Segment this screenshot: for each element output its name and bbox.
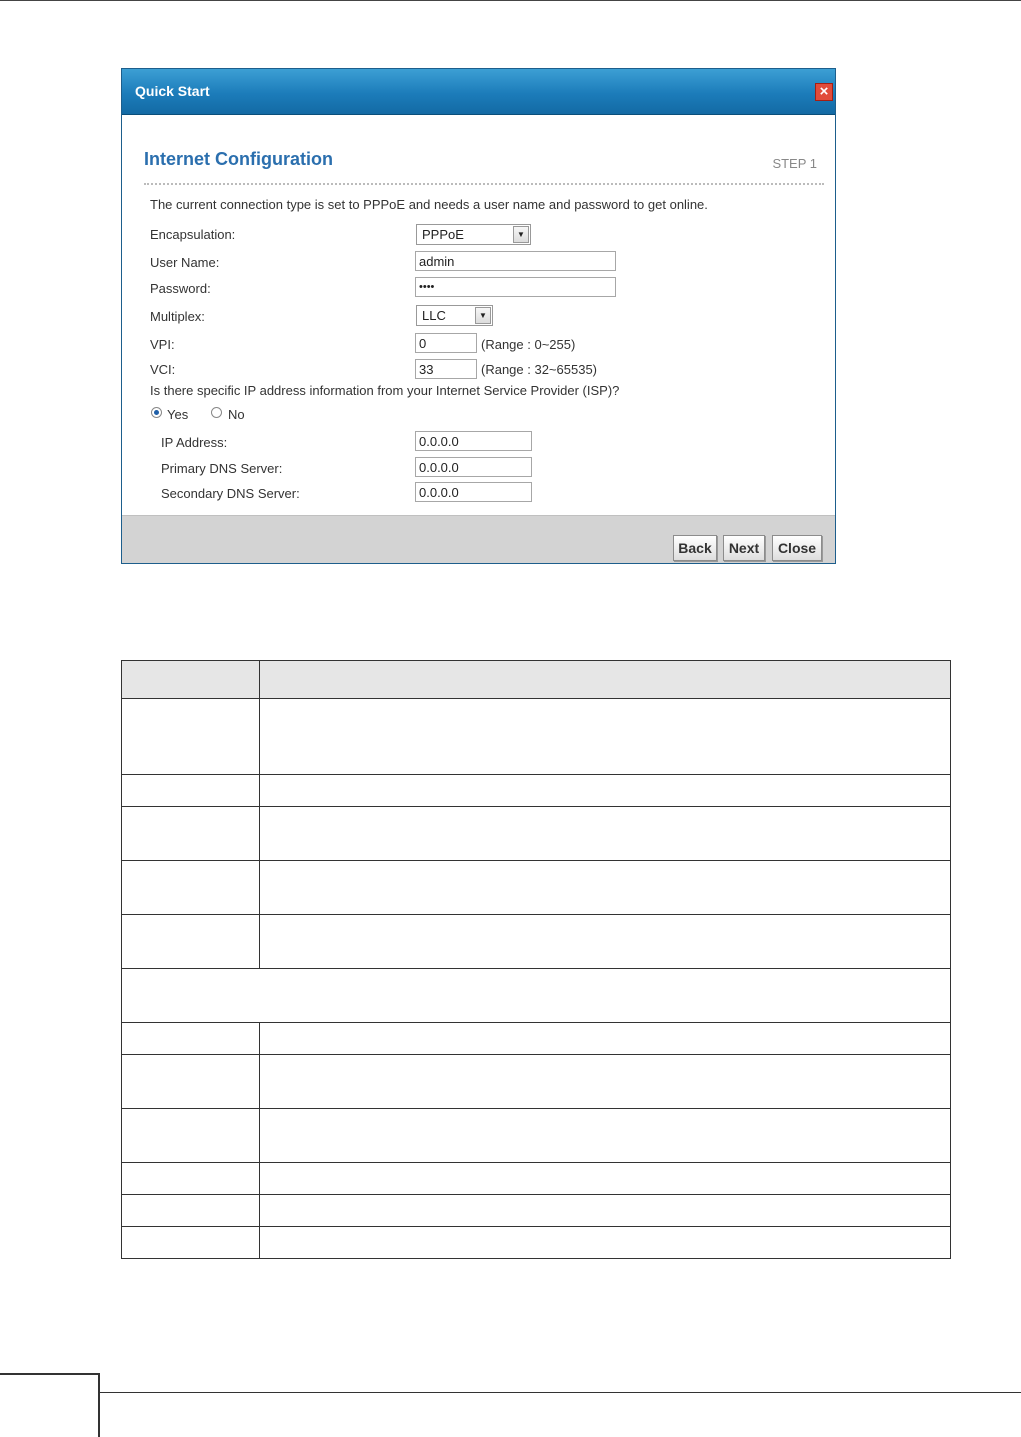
primary-dns-label: Primary DNS Server:	[161, 461, 283, 476]
vci-range: (Range : 32~65535)	[481, 362, 598, 377]
radio-no[interactable]	[211, 407, 222, 418]
table-header-row	[122, 661, 951, 699]
table-row	[122, 775, 951, 807]
next-button[interactable]: Next	[723, 535, 765, 561]
vpi-input[interactable]: 0	[415, 333, 477, 353]
table-row	[122, 1109, 951, 1163]
vci-input[interactable]: 33	[415, 359, 477, 379]
primary-dns-input[interactable]: 0.0.0.0	[415, 457, 532, 477]
table-row	[122, 1227, 951, 1259]
vci-label: VCI:	[150, 362, 176, 377]
radio-yes-label: Yes	[167, 407, 189, 422]
step-label: STEP 1	[772, 156, 817, 171]
field-description-table	[121, 660, 951, 1259]
encapsulation-select[interactable]	[416, 224, 531, 245]
encapsulation-value: PPPoE	[422, 227, 464, 242]
back-button[interactable]: Back	[673, 535, 717, 561]
table-row	[122, 1055, 951, 1109]
vpi-label: VPI:	[150, 337, 175, 352]
user-name-input[interactable]: admin	[415, 251, 616, 271]
table-row	[122, 915, 951, 969]
secondary-dns-input[interactable]: 0.0.0.0	[415, 482, 532, 502]
multiplex-select[interactable]	[416, 305, 493, 326]
dotted-divider	[144, 183, 824, 185]
radio-yes[interactable]	[151, 407, 162, 418]
password-label: Password:	[150, 281, 211, 296]
multiplex-value: LLC	[422, 308, 446, 323]
close-icon[interactable]: ×	[815, 83, 833, 101]
table-row	[122, 1023, 951, 1055]
secondary-dns-label: Secondary DNS Server:	[161, 486, 300, 501]
page-bottom-rule	[100, 1392, 1021, 1393]
table-row	[122, 969, 951, 1023]
multiplex-label: Multiplex:	[150, 309, 205, 324]
table-row	[122, 699, 951, 775]
encapsulation-label: Encapsulation:	[150, 227, 236, 242]
page-top-rule	[0, 0, 1021, 1]
password-input[interactable]: ••••	[415, 277, 616, 297]
isp-question: Is there specific IP address information from your Internet Service Provider (ISP)?	[150, 383, 620, 398]
table-row	[122, 1163, 951, 1195]
chevron-down-icon: ▼	[475, 307, 491, 324]
ip-address-input[interactable]: 0.0.0.0	[415, 431, 532, 451]
chevron-down-icon: ▼	[513, 226, 529, 243]
dialog-title: Quick Start	[135, 83, 210, 99]
dialog-header	[122, 69, 835, 115]
table-row	[122, 807, 951, 861]
radio-no-label: No	[228, 407, 245, 422]
quick-start-dialog	[121, 68, 836, 564]
table-row	[122, 1195, 951, 1227]
intro-text: The current connection type is set to PPPoE and needs a user name and password to get online.	[150, 197, 708, 212]
ip-address-label: IP Address:	[161, 435, 228, 450]
user-name-label: User Name:	[150, 255, 220, 270]
dialog-footer	[122, 515, 835, 563]
table-row	[122, 861, 951, 915]
section-title: Internet Configuration	[144, 149, 333, 169]
close-button[interactable]: Close	[772, 535, 822, 561]
vpi-range: (Range : 0~255)	[481, 337, 576, 352]
page-number-box	[0, 1373, 100, 1437]
